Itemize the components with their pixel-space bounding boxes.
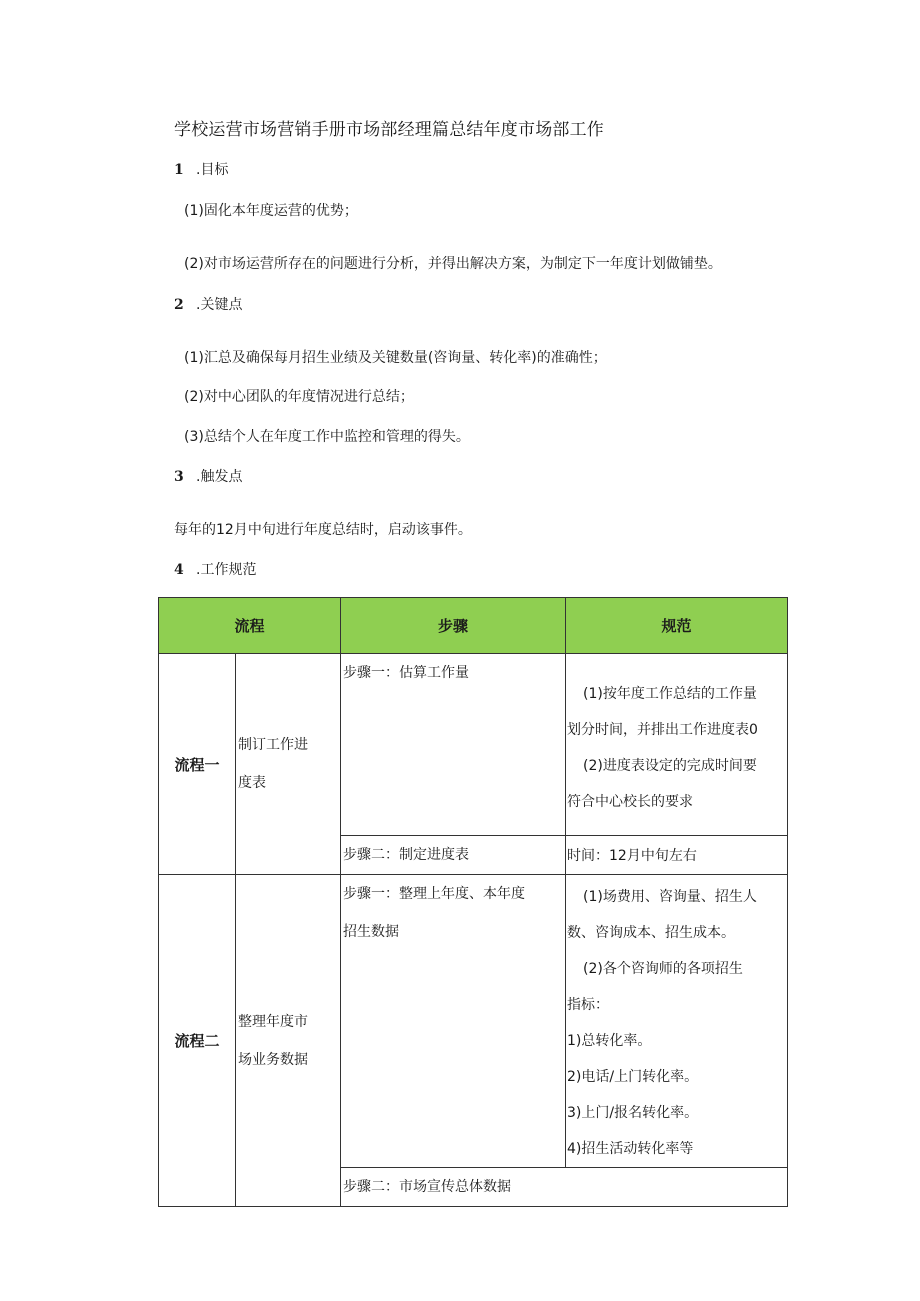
norm-line: 3)上门/报名转化率。 [567, 1105, 699, 1121]
step-text: 步骤一：整理上年度、本年度 [343, 886, 525, 902]
table-row [159, 654, 788, 836]
section-number: 1 [174, 162, 184, 178]
list-item: (1)固化本年度运营的优势； [184, 203, 358, 219]
section-heading-trigger [174, 466, 242, 486]
process-name [236, 875, 341, 1207]
norm-line: 1)总转化率。 [567, 1033, 652, 1049]
process-name-line: 场业务数据 [238, 1051, 308, 1068]
section-title: .目标 [196, 162, 229, 178]
step-cell [341, 1168, 788, 1207]
page-title: 学校运营市场营销手册市场部经理篇总结年度市场部工作 [174, 120, 604, 140]
norm-line: (2)进度表设定的完成时间要 [583, 758, 757, 774]
norm-line: (1)场费用、咨询量、招生人 [583, 889, 757, 905]
step-text: 步骤二：制定进度表 [343, 847, 469, 863]
norm-line: 数、咨询成本、招生成本。 [567, 925, 735, 941]
list-item: (2)对市场运营所存在的问题进行分析，并得出解决方案，为制定下一年度计划做铺垫。 [184, 256, 722, 272]
norm-line: 时间：12月中旬左右 [567, 848, 697, 864]
step-text: 步骤一：估算工作量 [343, 665, 469, 681]
process-name [236, 654, 341, 875]
norm-cell [566, 875, 788, 1168]
section-title: .工作规范 [196, 562, 257, 578]
norm-line: (1)按年度工作总结的工作量 [583, 686, 757, 702]
step-text: 招生数据 [343, 924, 399, 940]
table-header-row [159, 598, 788, 654]
process-name-line: 制订工作进 [238, 737, 308, 753]
section-heading-key-points [174, 294, 242, 314]
norm-line: 符合中心校长的要求 [567, 794, 693, 810]
section-title: .触发点 [196, 469, 243, 485]
section-heading-goal [174, 159, 228, 179]
norm-line: 2)电话/上门转化率。 [567, 1069, 699, 1085]
list-item: (3)总结个人在年度工作中监控和管理的得失。 [184, 429, 470, 445]
step-text: 步骤二：市场宣传总体数据 [343, 1179, 511, 1195]
step-cell [341, 875, 566, 1168]
process-name-line: 度表 [238, 775, 266, 791]
step-cell [341, 836, 566, 875]
norm-line: 划分时间，并排出工作进度表0 [567, 722, 758, 738]
list-item: (2)对中心团队的年度情况进行总结； [184, 389, 414, 405]
section-title: .关键点 [196, 297, 243, 313]
list-item: (1)汇总及确保每月招生业绩及关键数量(咨询量、转化率)的准确性； [184, 350, 607, 366]
work-spec-table [158, 597, 788, 1207]
step-cell [341, 654, 566, 836]
table-row [159, 875, 788, 1168]
process-name-line: 整理年度市 [238, 1013, 308, 1030]
section-number: 4 [174, 562, 184, 578]
list-item: 每年的12月中旬进行年度总结时，启动该事件。 [174, 522, 472, 538]
norm-line: (2)各个咨询师的各项招生 [583, 961, 743, 977]
norm-line: 4)招生活动转化率等 [567, 1141, 694, 1157]
header-norm: 规范 [566, 598, 788, 654]
norm-line: 指标： [567, 997, 609, 1013]
section-number: 2 [174, 297, 184, 313]
header-step: 步骤 [341, 598, 566, 654]
header-process: 流程 [159, 598, 341, 654]
section-heading-work-spec [174, 559, 256, 579]
section-number: 3 [174, 469, 184, 485]
norm-cell [566, 654, 788, 836]
process-label: 流程一 [159, 654, 236, 875]
process-label: 流程二 [159, 875, 236, 1207]
norm-cell [566, 836, 788, 875]
